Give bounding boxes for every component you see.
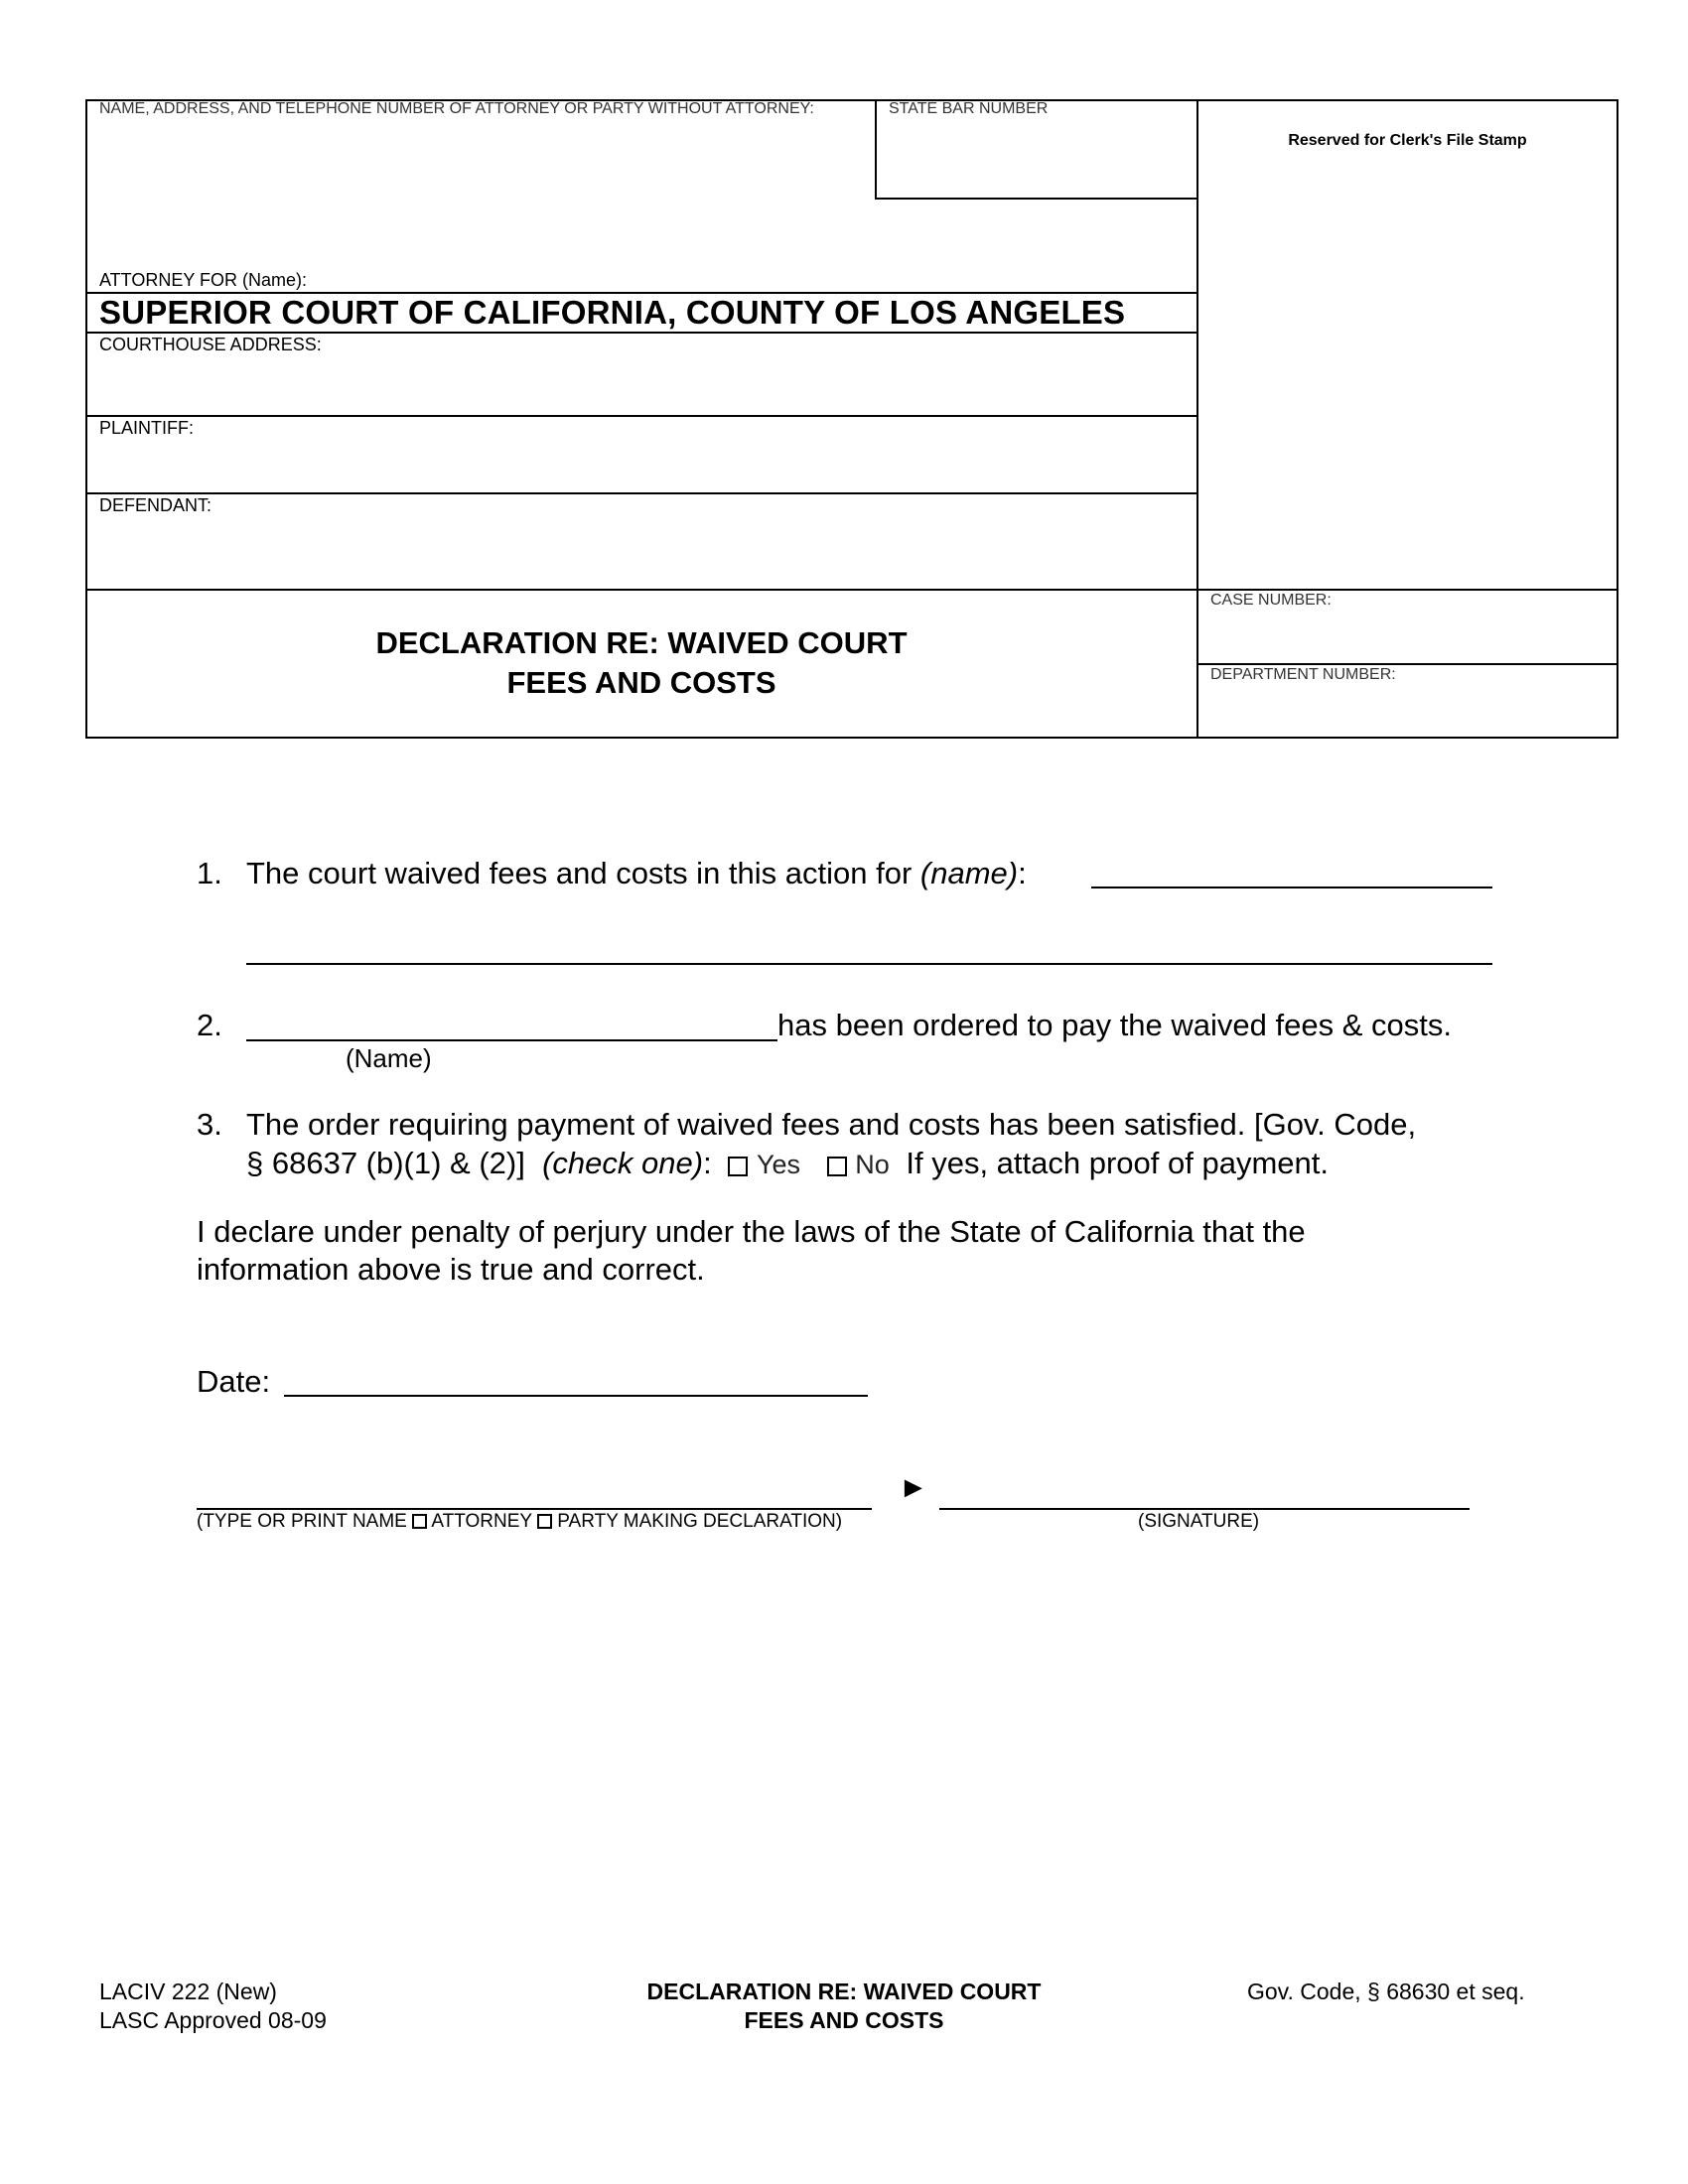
party-checkbox[interactable] [537,1514,552,1529]
attorney-for-label: ATTORNEY FOR (Name): [99,270,308,290]
department-number-label: DEPARTMENT NUMBER: [1210,666,1396,683]
courthouse-address-field[interactable] [89,355,1192,411]
state-bar-box-left [875,99,877,199]
item-2-text: has been ordered to pay the waived fees & costs. [777,1008,1452,1042]
title-row-top-rule [85,589,1618,591]
footer-title [596,1978,1092,2035]
yes-checkbox[interactable] [728,1157,748,1176]
no-checkbox[interactable] [827,1157,847,1176]
court-name: SUPERIOR COURT OF CALIFORNIA, COUNTY OF LOS ANGELES [99,294,1126,331]
item-3-proof-text: If yes, attach proof of payment. [906,1146,1329,1180]
department-number-field[interactable] [1201,687,1615,735]
attorney-label: ATTORNEY [431,1511,532,1532]
state-bar-label: STATE BAR NUMBER [889,100,1049,117]
declaration-line-1: I declare under penalty of perjury under the laws of the State of California that the [197,1214,1306,1249]
courthouse-address-label: COURTHOUSE ADDRESS: [99,335,322,354]
item-3-line-1: The order requiring payment of waived fees and costs has been satisfied. [Gov. Code, [246,1107,1417,1142]
footer-approval: LASC Approved 08-09 [99,2007,327,2033]
footer-citation: Gov. Code, § 68630 et seq. [1247,1979,1525,2004]
printed-name-caption [197,1511,842,1533]
signature-caption: (SIGNATURE) [1138,1511,1260,1532]
department-top-rule [1196,663,1618,665]
printed-name-caption-text: (TYPE OR PRINT NAME [197,1511,407,1532]
defendant-label: DEFENDANT: [99,495,212,515]
case-number-label: CASE NUMBER: [1210,592,1332,609]
attorney-checkbox[interactable] [412,1514,427,1529]
plaintiff-label: PLAINTIFF: [99,418,195,438]
date-line[interactable] [284,1395,868,1397]
form-title [87,623,1196,703]
footer-title-line1: DECLARATION RE: WAIVED COURT [646,1979,1042,2004]
plaintiff-field[interactable] [89,439,1192,488]
defendant-top-rule [85,492,1197,494]
item-2-number: 2. [197,1008,222,1042]
signature-line[interactable] [939,1508,1470,1510]
item-1-name-line-1[interactable] [1091,887,1492,888]
caption-column-divider [1196,99,1198,739]
signature-arrow-icon: ► [899,1471,928,1504]
item-1-main-text: The court waived fees and costs in this action for [246,856,920,890]
yes-label: Yes [756,1150,800,1179]
item-3-number: 3. [197,1107,222,1142]
item-2-name-line[interactable] [246,1039,777,1041]
state-bar-box-bottom [875,198,1197,200]
declaration-line-2: information above is true and correct. [197,1252,705,1287]
item-1-number: 1. [197,856,222,890]
footer-form-id-block [99,1978,327,2035]
item-3-colon: : [703,1146,712,1180]
printed-name-line[interactable] [197,1508,872,1510]
attorney-info-field[interactable] [89,121,872,268]
state-bar-number-field[interactable] [880,121,1194,195]
plaintiff-top-rule [85,415,1197,417]
item-1-name-italic: (name) [919,856,1019,890]
form-title-line2: FEES AND COSTS [506,665,776,700]
item-1-text [246,855,1027,892]
defendant-field[interactable] [89,516,1192,586]
form-title-line1: DECLARATION RE: WAIVED COURT [375,625,908,660]
footer-title-line2: FEES AND COSTS [744,2007,944,2033]
item-1-name-line-2[interactable] [246,963,1492,965]
clerk-stamp-label: Reserved for Clerk's File Stamp [1288,132,1527,149]
attorney-block-label: NAME, ADDRESS, AND TELEPHONE NUMBER OF ATTORNEY OR PARTY WITHOUT ATTORNEY: [99,100,814,117]
item-1-colon: : [1018,856,1027,890]
date-label: Date: [197,1364,271,1399]
item-3-code-ref: § 68637 (b)(1) & (2)] [246,1146,525,1180]
item-3-line-2 [246,1145,1329,1183]
court-name-bottom-rule [85,332,1197,334]
item-2-name-caption: (Name) [346,1043,432,1073]
case-number-field[interactable] [1201,614,1615,659]
no-label: No [855,1150,890,1179]
item-3-check-one: (check one) [542,1146,704,1180]
footer-form-id: LACIV 222 (New) [99,1979,277,2004]
party-label: PARTY MAKING DECLARATION) [557,1511,843,1532]
